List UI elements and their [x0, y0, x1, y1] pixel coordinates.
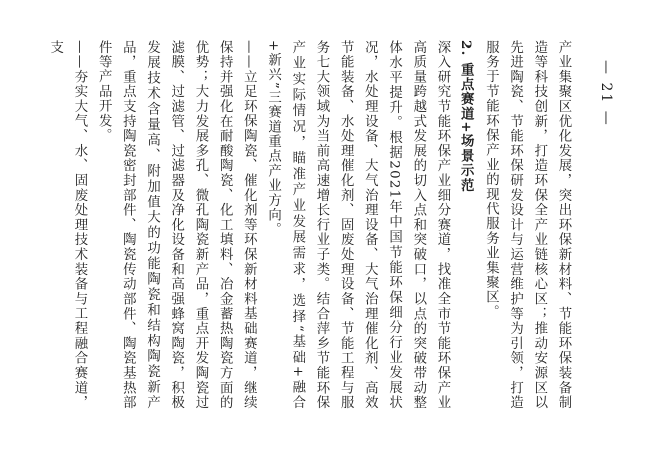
paragraph-cluster-layout: 产业集聚区优化发展，突出环保新材料、节能环保装备制造等科技创新，打造环保全产业链核心区；推动安源区以先进陶瓷、节能环保研发设计与运营维护等为引领，打造服务于节能环保产业的现代服务业集聚区。	[483, 40, 571, 410]
paragraph-materials-track: ——立足环保陶瓷、催化剂等环保新材料基础赛道，继续保持并强化在耐酸陶瓷、化工填料、冶金蓄热陶瓷方面的优势；大力发展多孔、微孔陶瓷新产品，重点开发陶瓷过滤膜、过滤管、过滤器及净化设备和高强蜂窝陶瓷，积极发展技术含量高、附加值大的功能陶瓷和结构陶瓷新产品，重点支持陶瓷密封部件、陶瓷传动部件、陶瓷基热部件等产品开发。	[96, 40, 257, 410]
paragraph-track-research: 深入研究节能环保产业细分赛道，找准全市节能环保产业高质量跨越式发展的切入点和突破口，以点的突破带动整体水平提升。根据2021年中国节能环保细分行业发展状况，水处理设备、大气治理设备、大气治理催化剂、高效节能装备、水处理催化剂、固废处理设备、节能工程与服务七大领域为当前高速增长行业子类。结合萍乡节能环保产业实际情况，瞄准产业发展需求，选择“基础+融合+新兴”三赛道重点产业方向。	[265, 40, 450, 410]
paragraph-equipment-track: ——夯实大气、水、固废处理技术装备与工程融合赛道，支	[47, 40, 87, 410]
body-text	[47, 40, 575, 410]
section-heading: 2. 重点赛道+场景示范	[458, 40, 475, 193]
page-number: — 21 —	[598, 60, 614, 127]
